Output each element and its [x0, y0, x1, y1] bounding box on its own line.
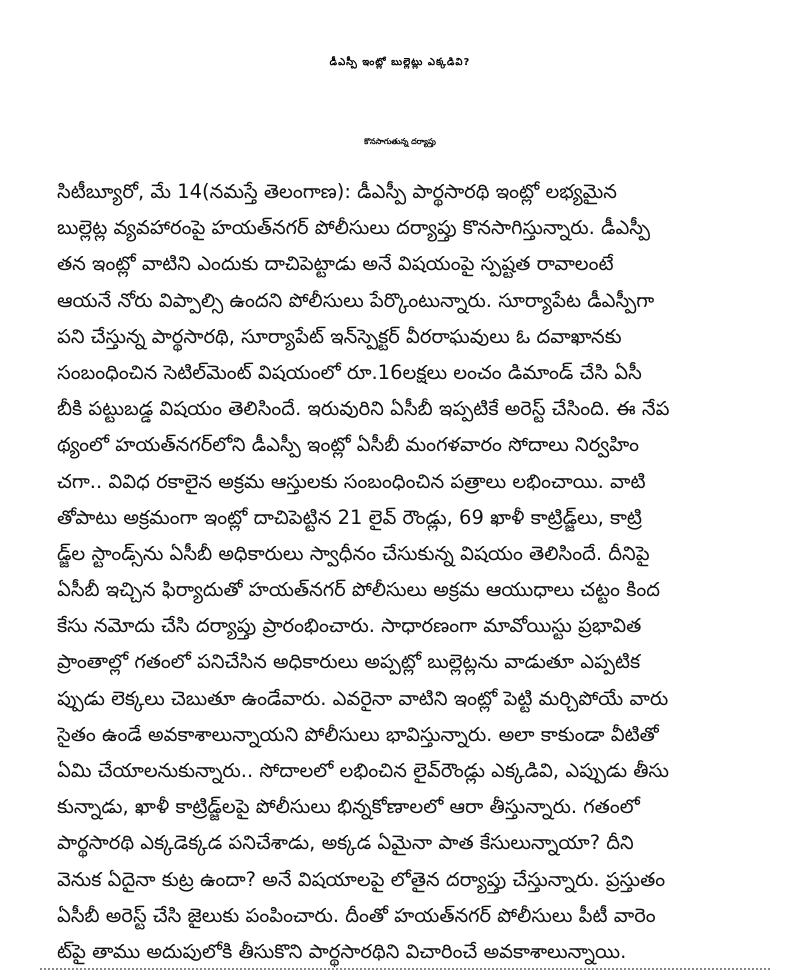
body-line: సిటీబ్యూరో, మే 14(నమస్తే తెలంగాణ): డీఎస్పీ పార్థసారథి ఇంట్లో లభ్యమైన: [57, 180, 617, 203]
body-line: థ్యంలో హయత్‌నగర్‌లోని డీఎస్పీ ఇంట్లో ఏసీబీ మంగళవారం సోదాలు నిర్వహిం: [57, 433, 639, 457]
body-line: పని చేస్తున్న పార్థసారథి, సూర్యాపేట్ ఇన్‌స్పెక్టర్ వీరరాఘవులు ఓ దవాఖానకు: [57, 324, 622, 348]
body-line: ఆయనే నోరు విప్పాల్సి ఉందని పోలీసులు పేర్కొంటున్నారు. సూర్యాపేట డీఎస్పీగా: [57, 288, 655, 312]
body-line: తన ఇంట్లో వాటిని ఎందుకు దాచిపెట్టాడు అనే విషయంపై స్పష్టత రావాలంటే: [57, 252, 614, 276]
subheadline: కొనసాగుతున్న దర్యాప్తు: [364, 137, 436, 146]
body-line: ప్పుడు లెక్కలు చెబుతూ ఉండేవారు. ఎవరైనా వాటిని ఇంట్లో పెట్టి మర్చిపోయే వారు: [57, 686, 669, 710]
body-line: బీకి పట్టుబడ్డ విషయం తెలిసిందే. ఇరువురిని ఏసీబీ ఇప్పటికే అరెస్ట్ చేసింది. ఈ నేప: [57, 397, 670, 421]
body-line: బుల్లెట్ల వ్యవహారంపై హయత్‌నగర్ పోలీసులు దర్యాప్తు కొనసాగిస్తున్నారు. డీఎస్పీ: [57, 216, 651, 240]
body-line: కున్నాడు, ఖాళీ కాట్రిడ్జ్‌లపై పోలీసులు భిన్నకోణాలలో ఆరా తీస్తున్నారు. గతంలో: [57, 795, 640, 819]
body-line: సైతం ఉండే అవకాశాలున్నాయని పోలీసులు భావిస్తున్నారు. అలా కాకుండా వీటితో: [57, 722, 659, 746]
article-body: [57, 174, 769, 970]
body-line: తోపాటు అక్రమంగా ఇంట్లో దాచిపెట్టిన 21 లైవ్ రౌండ్లు, 69 ఖాళీ కాట్రిడ్జ్‌లు, కాట్రి: [57, 505, 642, 529]
body-line: పార్థసారథి ఎక్కడెక్కడ పనిచేశాడు, అక్కడ ఏమైనా పాత కేసులున్నాయా? దీని: [57, 831, 634, 855]
body-line: ప్రాంతాల్లో గతంలో పనిచేసిన అధికారులు అప్పట్లో బుల్లెట్లను వాడుతూ ఎప్పటిక: [57, 650, 641, 674]
bottom-divider: [40, 968, 770, 970]
body-line: చగా.. వివిధ రకాలైన అక్రమ ఆస్తులకు సంబంధించిన పత్రాలు లభించాయి. వాటి: [57, 469, 646, 493]
body-line: ఏసీబీ అరెస్ట్ చేసి జైలుకు పంపించారు. దీంతో హయత్‌నగర్ పోలీసులు పీటీ వారెం: [57, 903, 656, 927]
headline: డీఎస్పీ ఇంట్లో బుల్లెట్లు ఎక్కడివి?: [329, 57, 471, 68]
body-line: కేసు నమోదు చేసి దర్యాప్తు ప్రారంభించారు. సాధారణంగా మావోయిస్టు ప్రభావిత: [57, 614, 642, 638]
body-line: ఏసీబీ ఇచ్చిన ఫిర్యాదుతో హయత్‌నగర్ పోలీసులు అక్రమ ఆయుధాలు చట్టం కింద: [57, 578, 661, 602]
body-line: ట్‌పై తాము అదుపులోకి తీసుకొని పార్థసారథిని విచారించే అవకాశాలున్నాయి.: [57, 939, 627, 963]
body-line: వెనుక ఏదైనా కుట్ర ఉందా? అనే విషయాలపై లోతైన దర్యాప్తు చేస్తున్నారు. ప్రస్తుతం: [57, 867, 666, 891]
body-line: ఏమి చేయాలనుకున్నారు.. సోదాలలో లభించిన లైవ్‌రౌండ్లు ఎక్కడివి, ఎప్పుడు తీసు: [57, 759, 669, 782]
body-line: సంబంధించిన సెటిల్‌మెంట్ విషయంలో రూ.16లక్షలు లంచం డిమాండ్ చేసి ఏసీ: [57, 360, 642, 384]
body-line: డ్జ్‌ల స్టాండ్స్‌ను ఏసీబీ అధికారులు స్వాధీనం చేసుకున్న విషయం తెలిసిందే. దీనిపై: [57, 541, 650, 565]
